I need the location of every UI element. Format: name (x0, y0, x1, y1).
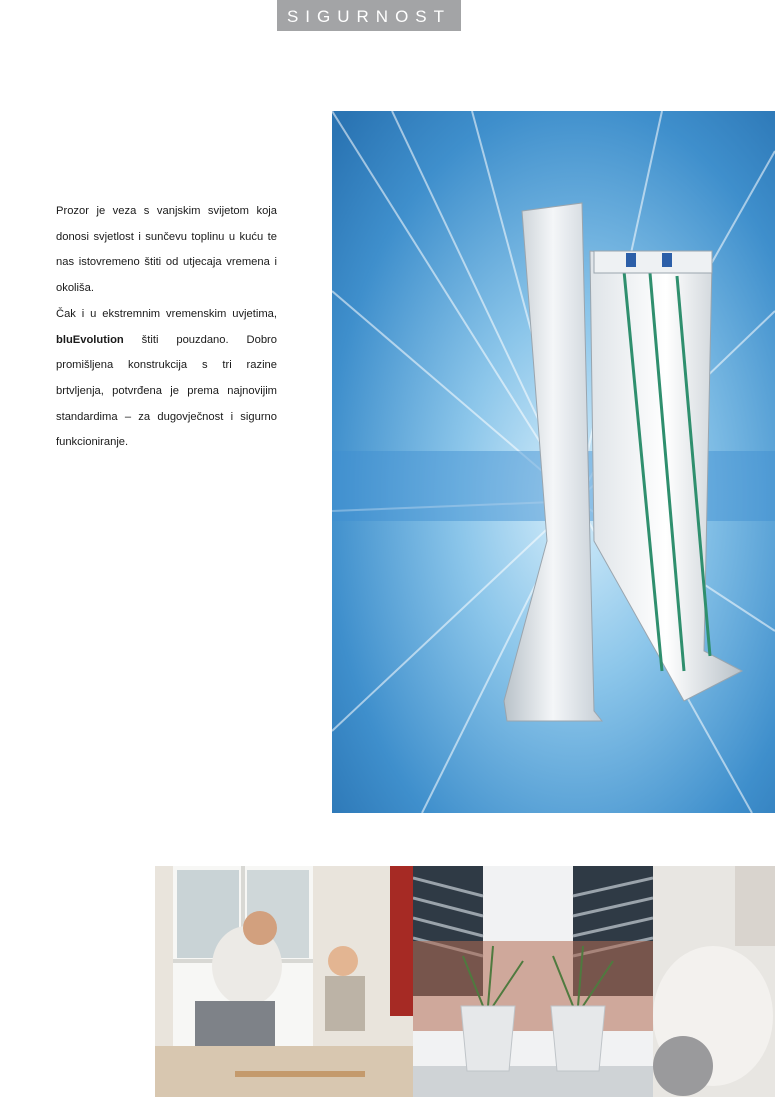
photo-strip (155, 866, 775, 1097)
window-profile-image (332, 111, 775, 813)
paragraph-2-end: štiti pouzdano. Dobro promišljena konstrukcija s tri razine brtvljenja, potvrđena je prema najnovijim standardima – za dugovječnost i sigurno funkcioniranje. (56, 333, 277, 449)
section-title-tab (277, 0, 461, 31)
family-photo (155, 866, 413, 1097)
plants-window-photo (413, 866, 653, 1097)
window-profile-illustration (332, 111, 775, 813)
paragraph-2-start: Čak i u ekstremnim vremenskim uvjetima, (56, 307, 277, 320)
intro-text (56, 199, 277, 456)
plants-illustration (413, 866, 653, 1097)
section-title: SIGURNOST (286, 7, 452, 26)
paragraph-2 (56, 302, 277, 456)
paragraph-1: Prozor je veza s vanjskim svijetom koja donosi svjetlost i sunčevu toplinu u kuću te nas istovremeno štiti od utjecaja vremena i okoliša. (56, 205, 277, 295)
person-photo (653, 866, 775, 1097)
brand-name: bluEvolution (56, 333, 124, 346)
person-illustration (653, 866, 775, 1097)
family-illustration (155, 866, 413, 1097)
